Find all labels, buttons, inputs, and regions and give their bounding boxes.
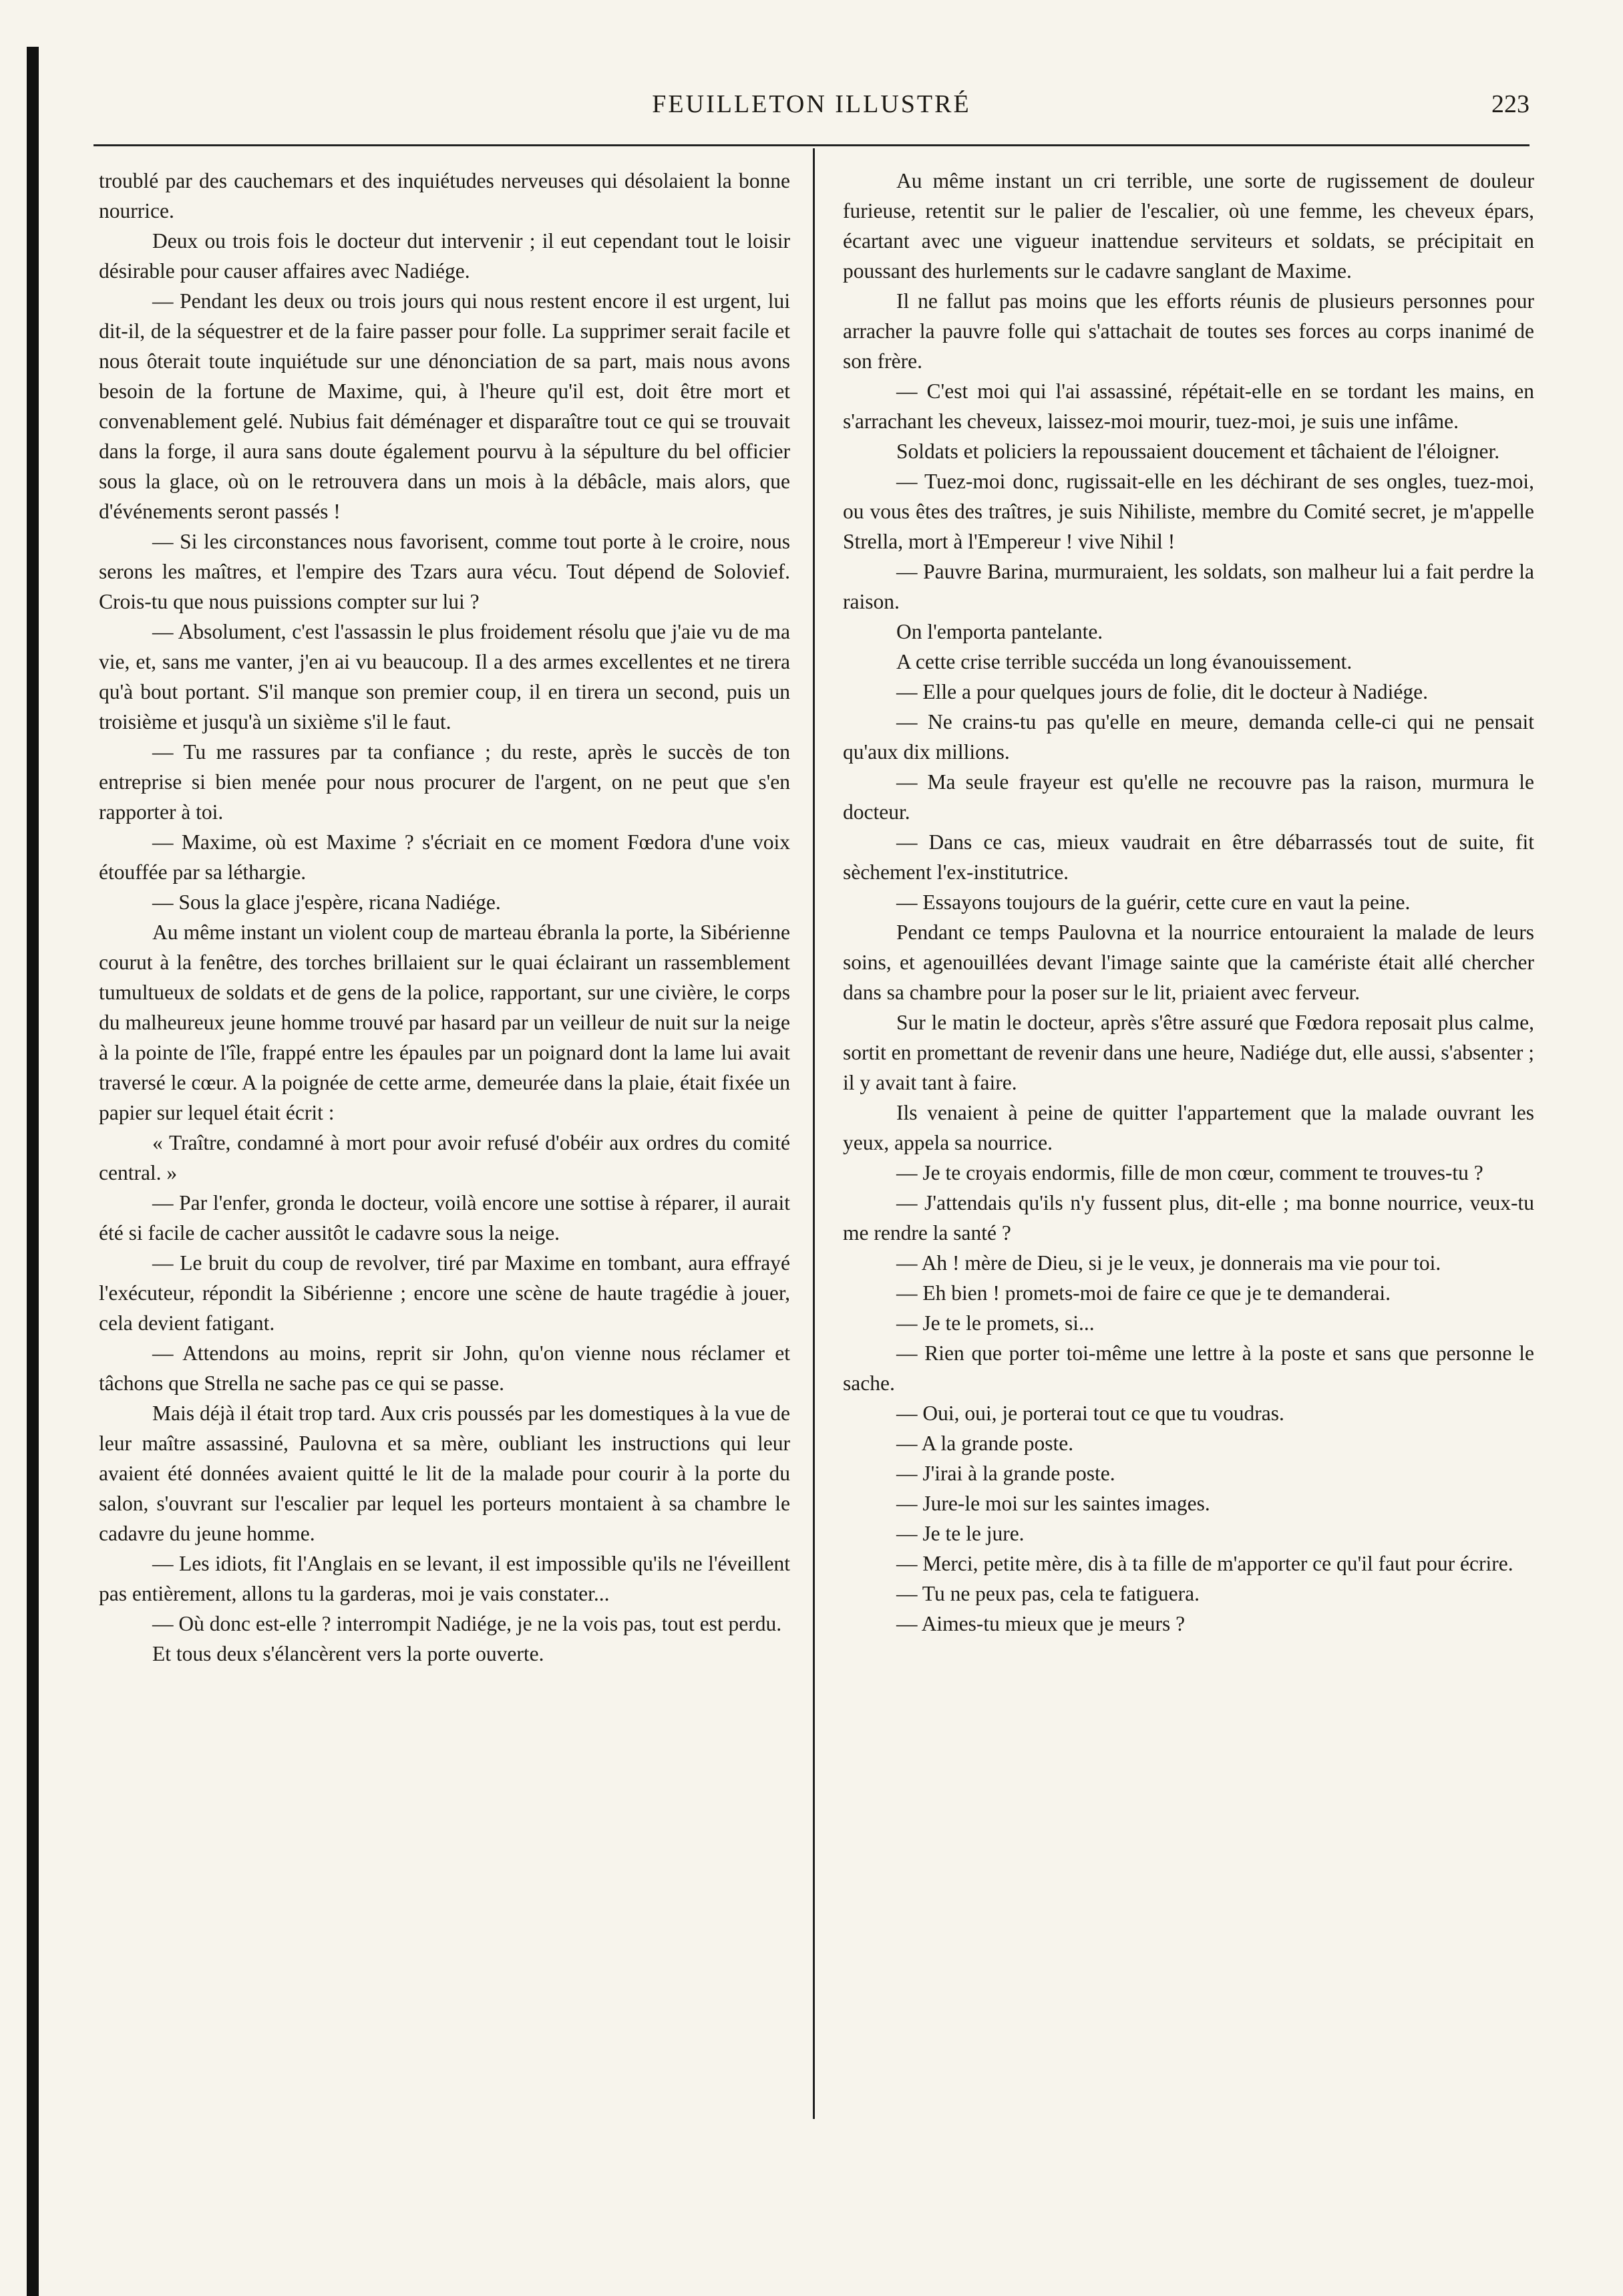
paragraph: — Pauvre Barina, murmuraient, les soldats, son malheur lui a fait perdre la raison. (843, 560, 1534, 613)
paragraph: Sur le matin le docteur, après s'être assuré que Fœdora reposait plus calme, sortit en promettant de revenir dans une heure, Nadiége dut, elle aussi, s'absenter ; il y avait tant à faire. (843, 1011, 1534, 1094)
paragraph: — A la grande poste. (896, 1432, 1074, 1455)
paragraph: — Le bruit du coup de revolver, tiré par Maxime en tombant, aura effrayé l'exécuteur, répondit la Sibérienne ; encore une scène de haute tragédie à jouer, cela devient fatigant. (99, 1251, 790, 1335)
header-rule (94, 144, 1529, 146)
paragraph: — Maxime, où est Maxime ? s'écriait en ce moment Fœdora d'une voix étouffée par sa léthargie. (99, 830, 790, 884)
paragraph: Ils venaient à peine de quitter l'appartement que la malade ouvrant les yeux, appela sa nourrice. (843, 1101, 1534, 1154)
paragraph: — C'est moi qui l'ai assassiné, répétait-elle en se tordant les mains, en s'arrachant les cheveux, laissez-moi mourir, tuez-moi, je suis une infâme. (843, 379, 1534, 433)
paragraph: — J'attendais qu'ils n'y fussent plus, dit-elle ; ma bonne nourrice, veux-tu me rendre la santé ? (843, 1191, 1534, 1245)
paragraph: — Tuez-moi donc, rugissait-elle en les déchirant de ses ongles, tuez-moi, ou vous êtes des traîtres, je suis Nihiliste, membre du Comité secret, je m'appelle Strella, mort à l'Empereur ! vive Nihil ! (843, 470, 1534, 553)
paragraph: — Je te croyais endormis, fille de mon cœur, comment te trouves-tu ? (896, 1161, 1483, 1184)
paragraph: — Je te le jure. (896, 1522, 1025, 1545)
left-column (99, 166, 790, 1669)
paragraph: — Ah ! mère de Dieu, si je le veux, je donnerais ma vie pour toi. (896, 1251, 1441, 1275)
paragraph: Au même instant un violent coup de marteau ébranla la porte, la Sibérienne courut à la fenêtre, des torches brillaient sur le quai éclairant un rassemblement tumultueux de soldats et de gens de la police, rapportant, sur une civière, le corps du malheureux jeune homme trouvé par hasard par un veilleur de nuit sur la neige à la pointe de l'île, frappé entre les épaules par un poignard dont la lame lui avait traversé le cœur. A la poignée de cette arme, demeurée dans la plaie, était fixée un papier sur lequel était écrit : (99, 921, 790, 1124)
paragraph: — Tu me rassures par ta confiance ; du reste, après le succès de ton entreprise si bien menée pour nous procurer de l'argent, on ne peut que s'en rapporter à toi. (99, 740, 790, 824)
paragraph: — Pendant les deux ou trois jours qui nous restent encore il est urgent, lui dit-il, de la séquestrer et de la faire passer pour folle. La supprimer serait facile et nous ôterait toute inquiétude sur une dénonciation de sa part, mais nous avons besoin de la fortune de Maxime, qui, à l'heure qu'il est, doit être mort et convenablement gelé. Nubius fait déménager et disparaître tout ce qui se trouvait dans la forge, il aura sans doute également pourvu à la sépulture du bel officier sous la glace, où on le retrouvera dans un mois à la débâcle, mais alors, que d'événements seront passés ! (99, 289, 790, 523)
paragraph: Au même instant un cri terrible, une sorte de rugissement de douleur furieuse, retentit sur le palier de l'escalier, où une femme, les cheveux épars, écartant avec une vigueur inattendue serviteurs et soldats, se précipitait en poussant des hurlements sur le cadavre sanglant de Maxime. (843, 169, 1534, 283)
paragraph: — Je te le promets, si... (896, 1311, 1095, 1335)
paragraph: — Essayons toujours de la guérir, cette cure en vaut la peine. (896, 890, 1411, 914)
paragraph: A cette crise terrible succéda un long évanouissement. (896, 650, 1352, 673)
paragraph: Mais déjà il était trop tard. Aux cris poussés par les domestiques à la vue de leur maître assassiné, Paulovna et sa mère, oubliant les instructions qui leur avaient été données avaient quitté le lit de la malade pour courir à la porte du salon, s'ouvrant sur l'escalier par lequel les porteurs montaient à sa chambre le cadavre du jeune homme. (99, 1402, 790, 1545)
paragraph: On l'emporta pantelante. (896, 620, 1103, 643)
paragraph: — Ma seule frayeur est qu'elle ne recouvre pas la raison, murmura le docteur. (843, 770, 1534, 824)
paragraph: — Oui, oui, je porterai tout ce que tu voudras. (896, 1402, 1284, 1425)
paragraph: — Dans ce cas, mieux vaudrait en être débarrassés tout de suite, fit sèchement l'ex-institutrice. (843, 830, 1534, 884)
paragraph: « Traître, condamné à mort pour avoir refusé d'obéir aux ordres du comité central. » (99, 1131, 790, 1184)
paragraph: — Où donc est-elle ? interrompit Nadiége, je ne la vois pas, tout est perdu. (152, 1612, 782, 1635)
paragraph: Et tous deux s'élancèrent vers la porte ouverte. (152, 1642, 544, 1665)
paragraph: — Aimes-tu mieux que je meurs ? (896, 1612, 1186, 1635)
paragraph: — Par l'enfer, gronda le docteur, voilà encore une sottise à réparer, il aurait été si facile de cacher aussitôt le cadavre sous la neige. (99, 1191, 790, 1245)
right-column (843, 166, 1534, 1639)
paragraph: Il ne fallut pas moins que les efforts réunis de plusieurs personnes pour arracher la pauvre folle qui s'attachait de toutes ses forces au corps inanimé de son frère. (843, 289, 1534, 373)
column-divider (813, 148, 815, 2119)
paragraph: — Ne crains-tu pas qu'elle en meure, demanda celle-ci qui ne pensait qu'aux dix millions. (843, 710, 1534, 764)
paragraph: — Eh bien ! promets-moi de faire ce que je te demanderai. (896, 1281, 1391, 1305)
running-title: FEUILLETON ILLUSTRÉ (652, 90, 971, 118)
page-header (94, 86, 1529, 126)
page-number: 223 (1491, 90, 1529, 118)
paragraph: — Elle a pour quelques jours de folie, dit le docteur à Nadiége. (896, 680, 1428, 703)
paragraph: — Merci, petite mère, dis à ta fille de m'apporter ce qu'il faut pour écrire. (896, 1552, 1513, 1575)
paragraph: — J'irai à la grande poste. (896, 1462, 1115, 1485)
paragraph: Pendant ce temps Paulovna et la nourrice entouraient la malade de leurs soins, et agenouillées devant l'image sainte que la caméristе était allé chercher dans sa chambre pour la poser sur le lit, priaient avec ferveur. (843, 921, 1534, 1004)
paragraph: — Attendons au moins, reprit sir John, qu'on vienne nous réclamer et tâchons que Strella ne sache pas ce qui se passe. (99, 1341, 790, 1395)
paragraph: — Tu ne peux pas, cela te fatiguera. (896, 1582, 1200, 1605)
paragraph: — Les idiots, fit l'Anglais en se levant, il est impossible qu'ils ne l'éveillent pas entièrement, allons tu la garderas, moi je vais constater... (99, 1552, 790, 1605)
paragraph: — Jure-le moi sur les saintes images. (896, 1492, 1210, 1515)
paragraph: — Rien que porter toi-même une lettre à la poste et sans que personne le sache. (843, 1341, 1534, 1395)
paragraph: — Sous la glace j'espère, ricana Nadiége. (152, 890, 501, 914)
page-edge-bar (27, 47, 39, 2296)
paragraph: troublé par des cauchemars et des inquiétudes nerveuses qui désolaient la bonne nourrice. (99, 169, 790, 222)
paragraph: — Si les circonstances nous favorisent, comme tout porte à le croire, nous serons les maîtres, et l'empire des Tzars aura vécu. Tout dépend de Solovief. Crois-tu que nous puissions compter sur lui ? (99, 530, 790, 613)
paragraph: Deux ou trois fois le docteur dut intervenir ; il eut cependant tout le loisir désirable pour causer affaires avec Nadiége. (99, 229, 790, 283)
paragraph: Soldats et policiers la repoussaient doucement et tâchaient de l'éloigner. (896, 440, 1500, 463)
paragraph: — Absolument, c'est l'assassin le plus froidement résolu que j'aie vu de ma vie, et, sans me vanter, j'en ai vu beaucoup. Il a des armes excellentes et ne tirera qu'à bout portant. S'il manque son premier coup, il en tirera un second, puis un troisième et jusqu'à un sixième s'il le faut. (99, 620, 790, 733)
